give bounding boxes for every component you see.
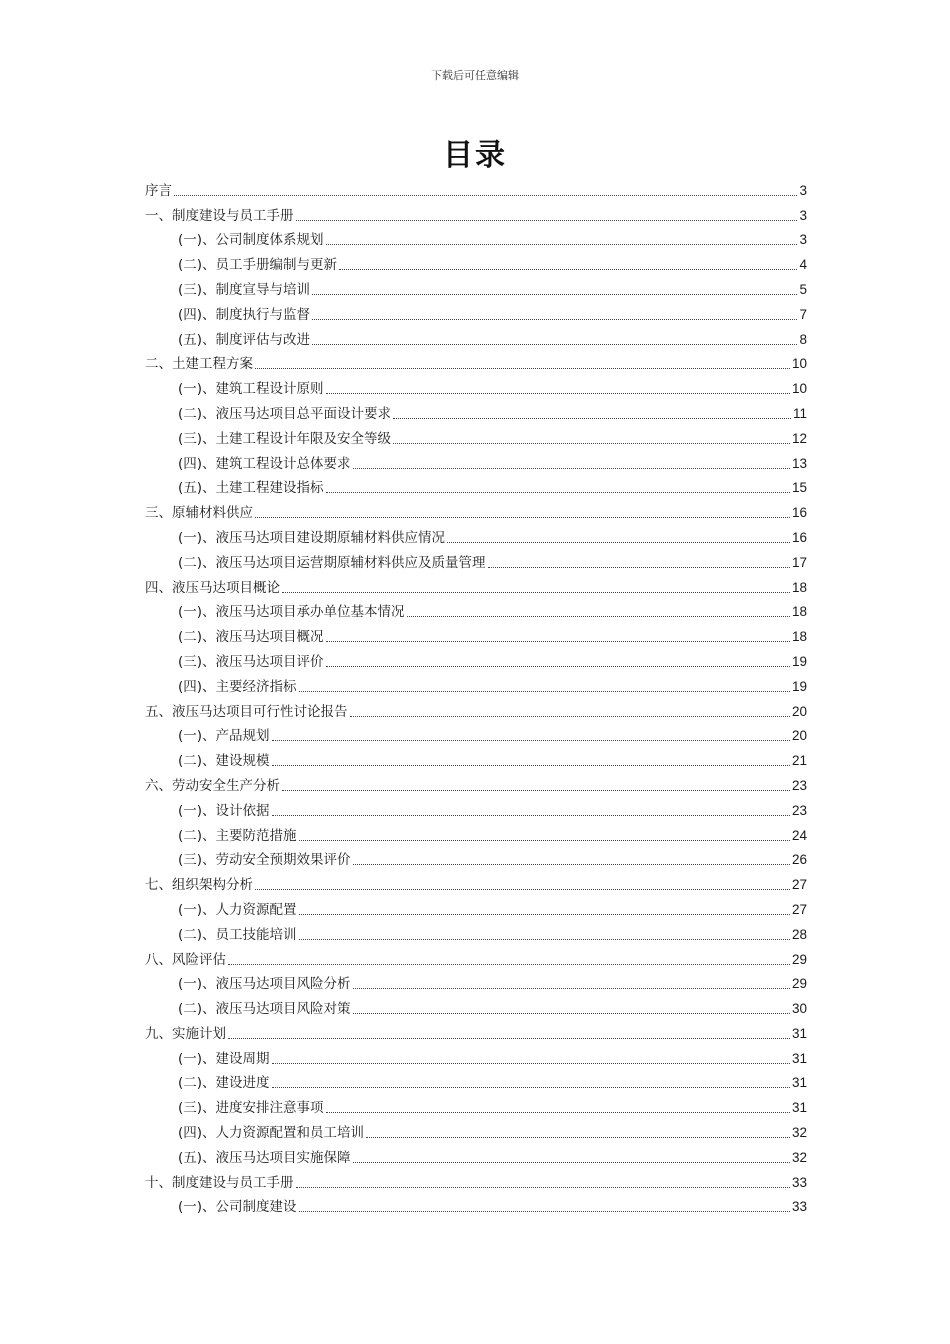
- toc-entry-page-number: 3: [799, 182, 807, 198]
- toc-entry-label: (二)、员工手册编制与更新: [178, 257, 338, 274]
- toc-entry-page-number: 26: [791, 852, 807, 868]
- toc-dot-leader: [339, 268, 797, 270]
- toc-entry-label: 六、劳动安全生产分析: [145, 777, 280, 794]
- toc-entry-label: (四)、制度执行与监督: [178, 306, 311, 323]
- toc-entry-section[interactable]: [145, 597, 807, 622]
- toc-entry-page-number: 33: [791, 1174, 807, 1190]
- toc-entry-chapter[interactable]: [145, 1018, 807, 1043]
- toc-entry-page-number: 30: [791, 1001, 807, 1017]
- toc-dot-leader: [312, 318, 797, 320]
- toc-dot-leader: [228, 1037, 790, 1039]
- toc-dot-leader: [353, 1012, 790, 1014]
- toc-entry-label: 三、原辅材料供应: [145, 505, 253, 522]
- toc-entry-section[interactable]: [145, 473, 807, 498]
- toc-dot-leader: [326, 665, 790, 667]
- toc-dot-leader: [326, 640, 790, 642]
- toc-entry-page-number: 23: [791, 777, 807, 793]
- toc-entry-page-number: 31: [791, 1025, 807, 1041]
- toc-entry-page-number: 19: [791, 653, 807, 669]
- toc-entry-page-number: 32: [791, 1149, 807, 1165]
- toc-entry-section[interactable]: [145, 249, 807, 274]
- toc-entry-section[interactable]: [145, 820, 807, 845]
- toc-entry-section[interactable]: [145, 423, 807, 448]
- toc-dot-leader: [312, 293, 797, 295]
- toc-entry-section[interactable]: [145, 1117, 807, 1142]
- toc-entry-section[interactable]: [145, 795, 807, 820]
- toc-entry-section[interactable]: [145, 1192, 807, 1217]
- toc-entry-page-number: 32: [791, 1125, 807, 1141]
- toc-entry-page-number: 12: [791, 430, 807, 446]
- toc-entry-section[interactable]: [145, 969, 807, 994]
- toc-entry-section[interactable]: [145, 1068, 807, 1093]
- toc-entry-label: (二)、主要防范措施: [178, 827, 297, 844]
- toc-dot-leader: [272, 814, 790, 816]
- toc-entry-section[interactable]: [145, 547, 807, 572]
- toc-dot-leader: [366, 1136, 790, 1138]
- toc-entry-page-number: 10: [791, 381, 807, 397]
- toc-entry-page-number: 17: [791, 554, 807, 570]
- toc-dot-leader: [255, 367, 790, 369]
- toc-entry-label: 一、制度建设与员工手册: [145, 207, 294, 224]
- toc-dot-leader: [312, 343, 797, 345]
- toc-entry-page-number: 28: [791, 926, 807, 942]
- toc-entry-label: (三)、进度安排注意事项: [178, 1100, 324, 1117]
- toc-dot-leader: [282, 591, 790, 593]
- toc-entry-label: 四、液压马达项目概论: [145, 579, 280, 596]
- toc-entry-label: 序言: [145, 182, 172, 199]
- toc-entry-chapter[interactable]: [145, 572, 807, 597]
- toc-entry-page-number: 8: [799, 331, 807, 347]
- toc-entry-page-number: 29: [791, 976, 807, 992]
- toc-entry-page-number: 23: [791, 802, 807, 818]
- toc-entry-label: (二)、液压马达项目概况: [178, 629, 324, 646]
- toc-entry-page-number: 31: [791, 1075, 807, 1091]
- toc-entry-label: (一)、液压马达项目风险分析: [178, 976, 351, 993]
- toc-entry-page-number: 20: [791, 703, 807, 719]
- toc-dot-leader: [393, 442, 790, 444]
- toc-dot-leader: [353, 1161, 790, 1163]
- toc-entry-section[interactable]: [145, 299, 807, 324]
- toc-dot-leader: [255, 888, 790, 890]
- toc-entry-section[interactable]: [145, 448, 807, 473]
- toc-entry-label: (一)、公司制度建设: [178, 1199, 297, 1216]
- toc-entry-chapter[interactable]: [145, 696, 807, 721]
- toc-entry-label: (三)、制度宣导与培训: [178, 281, 311, 298]
- toc-list: [145, 175, 807, 1216]
- toc-entry-page-number: 11: [792, 405, 807, 421]
- toc-dot-leader: [326, 392, 790, 394]
- toc-entry-label: (二)、液压马达项目总平面设计要求: [178, 405, 392, 422]
- toc-entry-label: (三)、劳动安全预期效果评价: [178, 852, 351, 869]
- toc-entry-section[interactable]: [145, 274, 807, 299]
- toc-entry-label: (一)、建筑工程设计原则: [178, 381, 324, 398]
- toc-entry-label: 十、制度建设与员工手册: [145, 1174, 294, 1191]
- toc-entry-label: (五)、制度评估与改进: [178, 331, 311, 348]
- toc-entry-page-number: 10: [791, 356, 807, 372]
- toc-entry-chapter[interactable]: [145, 200, 807, 225]
- toc-entry-label: 七、组织架构分析: [145, 877, 253, 894]
- toc-entry-page-number: 31: [791, 1050, 807, 1066]
- toc-entry-chapter[interactable]: [145, 944, 807, 969]
- header-note: 下载后可任意编辑: [431, 69, 519, 82]
- toc-entry-page-number: 3: [799, 232, 807, 248]
- toc-entry-page-number: 27: [791, 901, 807, 917]
- toc-entry-label: 八、风险评估: [145, 951, 226, 968]
- toc-dot-leader: [299, 938, 790, 940]
- toc-entry-section[interactable]: [145, 646, 807, 671]
- toc-entry-section[interactable]: [145, 745, 807, 770]
- toc-entry-page-number: 4: [799, 257, 807, 273]
- toc-dot-leader: [326, 243, 798, 245]
- toc-dot-leader: [353, 987, 790, 989]
- toc-entry-label: (二)、建设进度: [178, 1075, 270, 1092]
- toc-dot-leader: [353, 467, 790, 469]
- toc-entry-label: 九、实施计划: [145, 1025, 226, 1042]
- toc-entry-section[interactable]: [145, 845, 807, 870]
- toc-entry-label: (一)、人力资源配置: [178, 901, 297, 918]
- toc-dot-leader: [296, 219, 798, 221]
- toc-dot-leader: [272, 1062, 790, 1064]
- toc-entry-chapter[interactable]: [145, 349, 807, 374]
- toc-entry-section[interactable]: [145, 1092, 807, 1117]
- toc-entry-section[interactable]: [145, 721, 807, 746]
- toc-entry-section[interactable]: [145, 621, 807, 646]
- toc-dot-leader: [299, 1210, 790, 1212]
- toc-dot-leader: [488, 566, 790, 568]
- toc-entry-page-number: 29: [791, 951, 807, 967]
- toc-dot-leader: [447, 541, 790, 543]
- toc-entry-label: (三)、液压马达项目评价: [178, 653, 324, 670]
- toc-entry-page-number: 15: [791, 480, 807, 496]
- toc-entry-page-number: 19: [791, 678, 807, 694]
- toc-entry-label: (一)、建设周期: [178, 1050, 270, 1067]
- toc-dot-leader: [174, 194, 797, 196]
- toc-entry-section[interactable]: [145, 373, 807, 398]
- toc-entry-section[interactable]: [145, 671, 807, 696]
- toc-dot-leader: [272, 1086, 790, 1088]
- toc-entry-label: (五)、液压马达项目实施保障: [178, 1149, 351, 1166]
- toc-dot-leader: [255, 516, 790, 518]
- toc-dot-leader: [326, 491, 790, 493]
- toc-entry-page-number: 18: [791, 579, 807, 595]
- toc-entry-chapter[interactable]: [145, 1167, 807, 1192]
- toc-entry-page-number: 13: [791, 455, 807, 471]
- toc-dot-leader: [228, 963, 790, 965]
- toc-entry-section[interactable]: [145, 894, 807, 919]
- toc-entry-label: (一)、液压马达项目建设期原辅材料供应情况: [178, 529, 446, 546]
- toc-entry-label: (一)、液压马达项目承办单位基本情况: [178, 604, 405, 621]
- toc-dot-leader: [272, 739, 790, 741]
- toc-dot-leader: [299, 839, 790, 841]
- toc-entry-chapter[interactable]: [145, 869, 807, 894]
- toc-entry-page-number: 24: [791, 827, 807, 843]
- toc-entry-section[interactable]: [145, 1043, 807, 1068]
- toc-entry-label: (二)、液压马达项目运营期原辅材料供应及质量管理: [178, 554, 486, 571]
- toc-dot-leader: [299, 690, 790, 692]
- toc-entry-section[interactable]: [145, 993, 807, 1018]
- toc-entry-page-number: 16: [791, 529, 807, 545]
- toc-entry-page-number: 20: [791, 728, 807, 744]
- toc-dot-leader: [272, 764, 790, 766]
- toc-entry-label: (一)、产品规划: [178, 728, 270, 745]
- toc-title: 目录: [443, 138, 507, 173]
- toc-entry-page-number: 33: [791, 1199, 807, 1215]
- toc-entry-label: (四)、人力资源配置和员工培训: [178, 1125, 365, 1142]
- toc-entry-label: (二)、员工技能培训: [178, 926, 297, 943]
- toc-entry-label: (二)、建设规模: [178, 753, 270, 770]
- toc-entry-page-number: 5: [799, 281, 807, 297]
- toc-dot-leader: [282, 789, 790, 791]
- toc-entry-page-number: 7: [799, 306, 807, 322]
- toc-dot-leader: [353, 863, 790, 865]
- toc-entry-page-number: 31: [791, 1100, 807, 1116]
- toc-entry-page-number: 21: [791, 753, 807, 769]
- toc-entry-label: (二)、液压马达项目风险对策: [178, 1001, 351, 1018]
- toc-entry-section[interactable]: [145, 225, 807, 250]
- toc-entry-section[interactable]: [145, 398, 807, 423]
- toc-entry-page-number: 27: [791, 877, 807, 893]
- toc-entry-chapter[interactable]: [145, 175, 807, 200]
- toc-entry-label: 二、土建工程方案: [145, 356, 253, 373]
- toc-dot-leader: [296, 1186, 790, 1188]
- toc-entry-page-number: 18: [791, 629, 807, 645]
- toc-dot-leader: [299, 913, 790, 915]
- toc-entry-label: (一)、公司制度体系规划: [178, 232, 324, 249]
- toc-entry-label: (五)、土建工程建设指标: [178, 480, 324, 497]
- toc-dot-leader: [393, 417, 791, 419]
- toc-dot-leader: [326, 1111, 790, 1113]
- toc-entry-label: (四)、建筑工程设计总体要求: [178, 455, 351, 472]
- toc-dot-leader: [350, 715, 790, 717]
- toc-entry-label: (一)、设计依据: [178, 802, 270, 819]
- toc-entry-label: (三)、土建工程设计年限及安全等级: [178, 430, 392, 447]
- toc-entry-chapter[interactable]: [145, 497, 807, 522]
- toc-entry-label: (四)、主要经济指标: [178, 678, 297, 695]
- toc-entry-chapter[interactable]: [145, 770, 807, 795]
- toc-dot-leader: [407, 615, 790, 617]
- toc-entry-section[interactable]: [145, 324, 807, 349]
- toc-entry-section[interactable]: [145, 919, 807, 944]
- toc-entry-section[interactable]: [145, 522, 807, 547]
- toc-entry-label: 五、液压马达项目可行性讨论报告: [145, 703, 348, 720]
- toc-entry-section[interactable]: [145, 1142, 807, 1167]
- toc-entry-page-number: 18: [791, 604, 807, 620]
- toc-entry-page-number: 16: [791, 505, 807, 521]
- toc-entry-page-number: 3: [799, 207, 807, 223]
